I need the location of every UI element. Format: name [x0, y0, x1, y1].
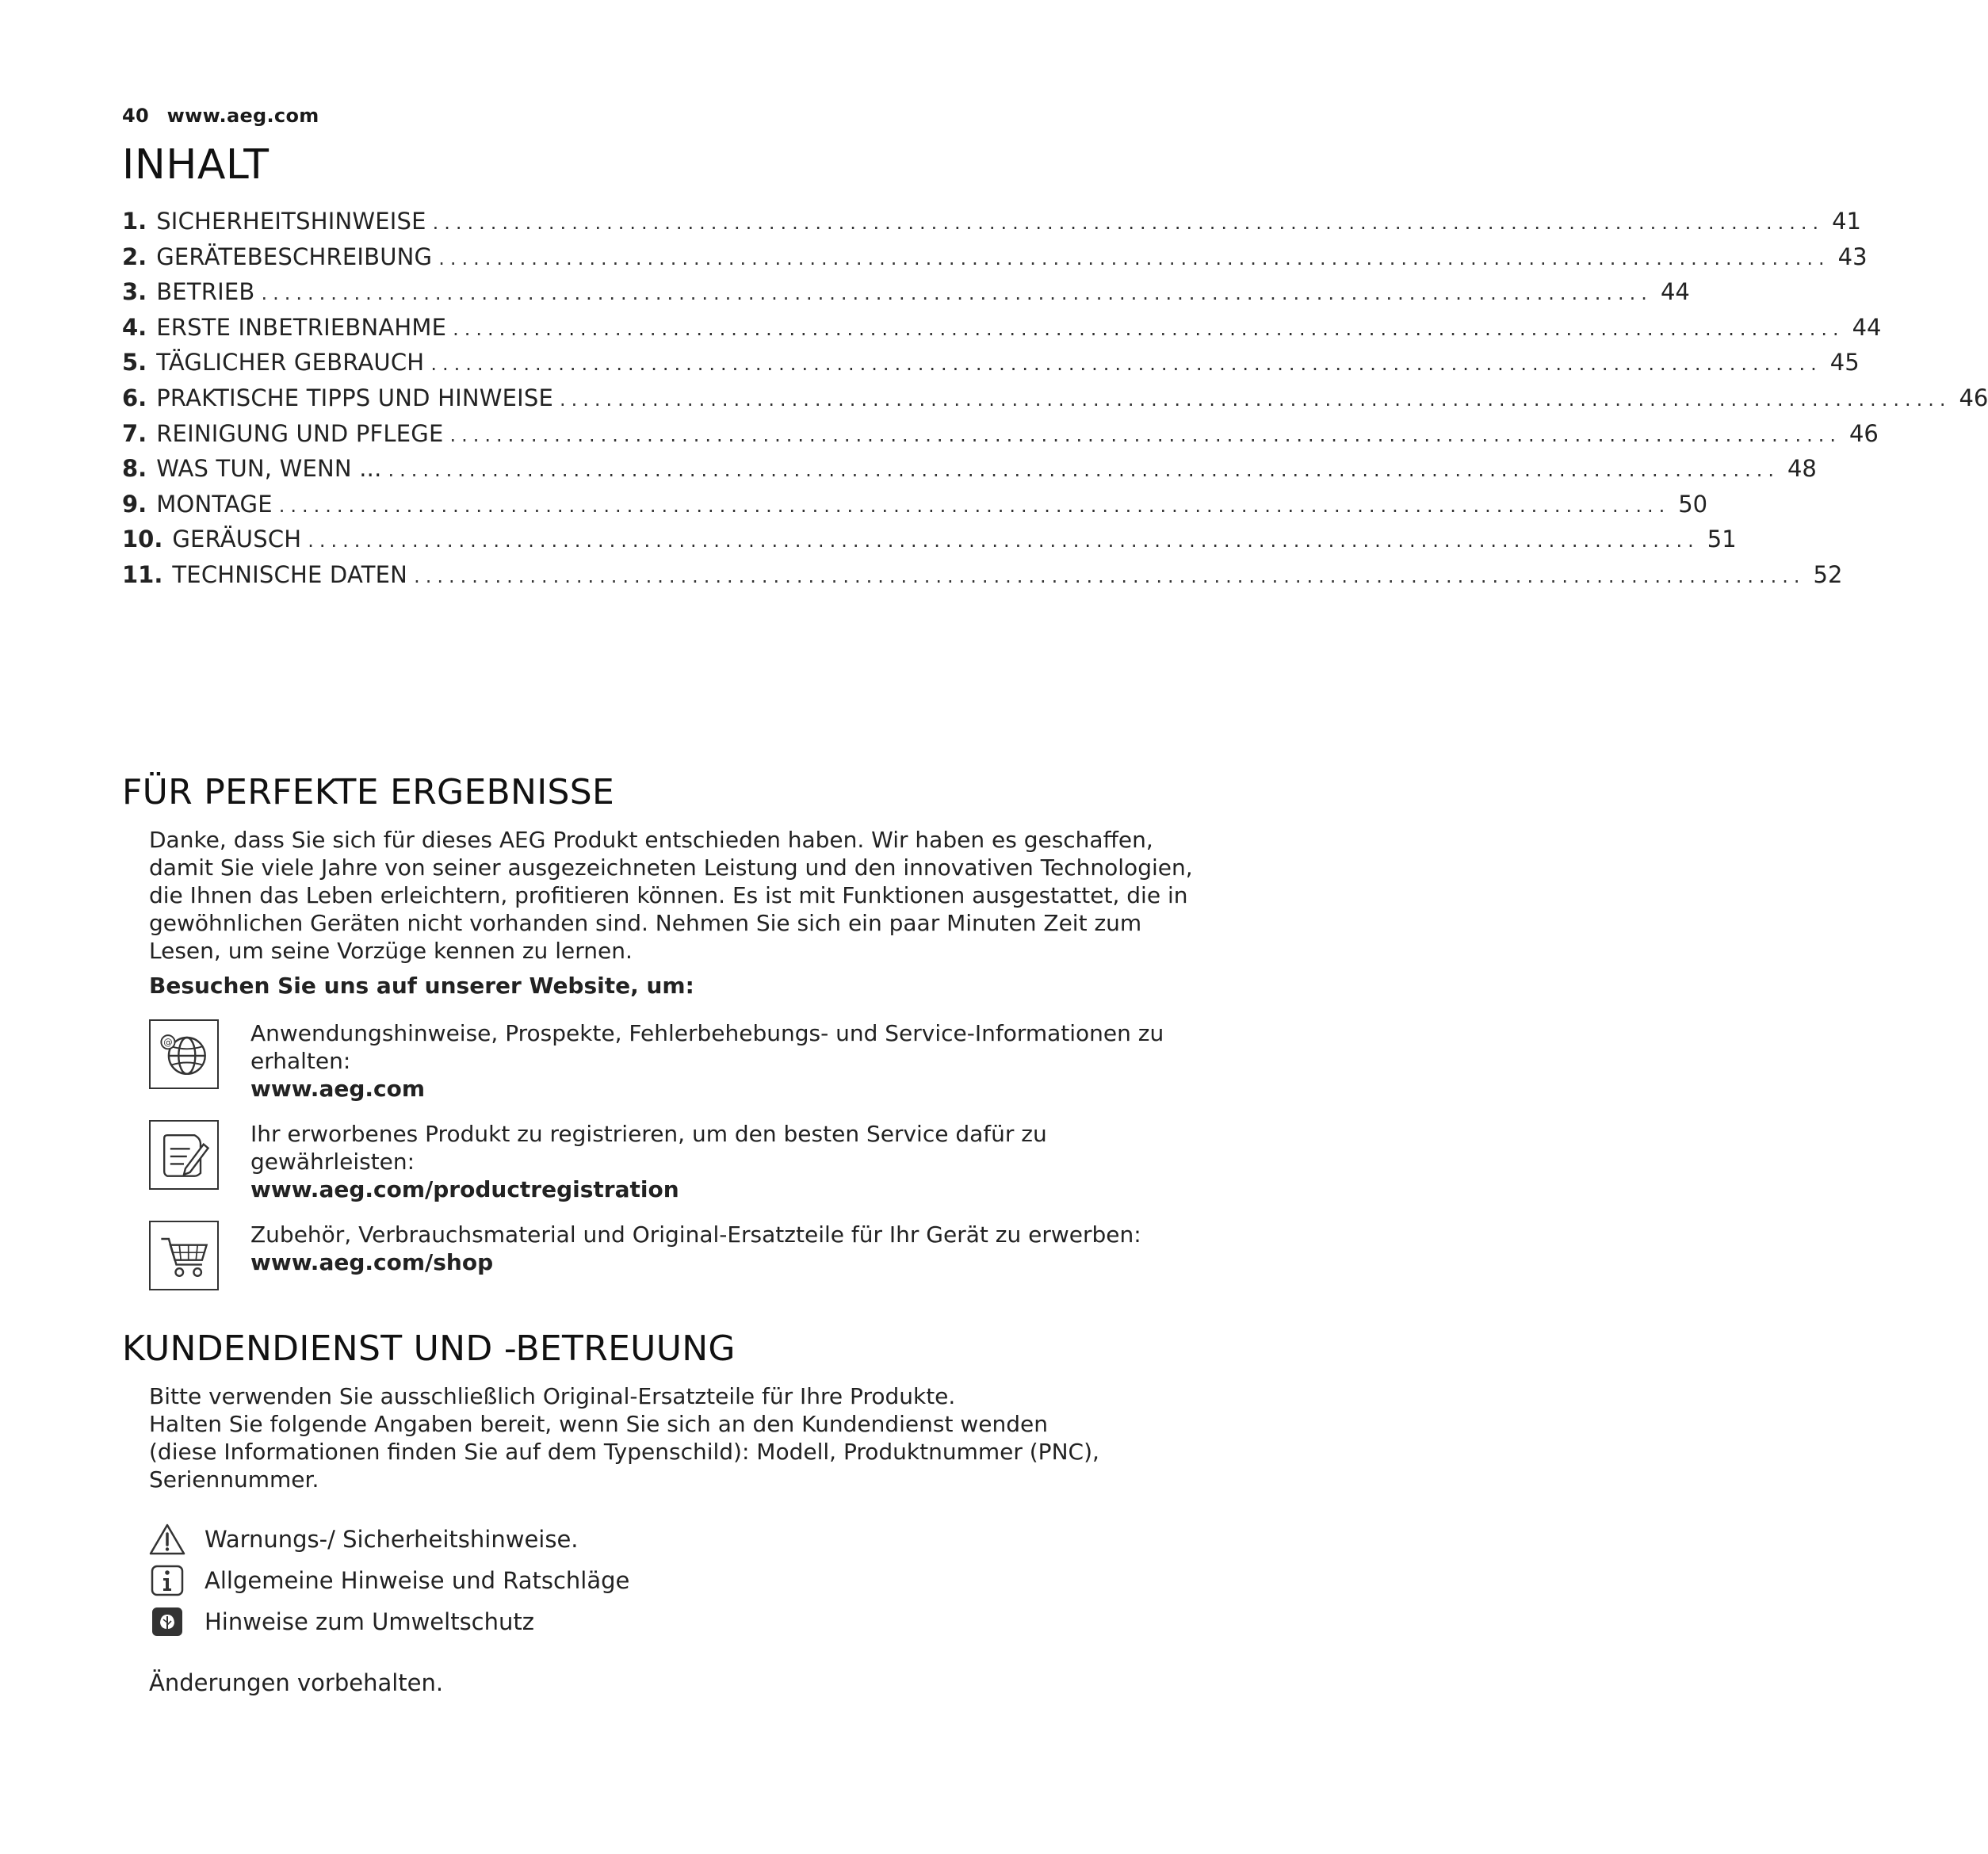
toc-leader-dots: ........................................................................................................................	[414, 564, 1806, 587]
legend-item	[149, 1560, 629, 1601]
toc-entry[interactable]	[122, 560, 1843, 597]
toc-entry-page: 50	[1678, 490, 1708, 518]
toc-entry[interactable]	[122, 419, 1879, 456]
visit-label: Besuchen Sie uns auf unserer Website, um:	[149, 973, 694, 999]
toc-entry-page: 44	[1660, 278, 1690, 306]
toc-entry-page: 41	[1832, 208, 1862, 235]
customer-service-line: Halten Sie folgende Angaben bereit, wenn Sie sich an den Kundendienst wenden	[149, 1411, 1048, 1437]
intro-line: Danke, dass Sie sich für dieses AEG Produkt entschieden haben. Wir haben es geschaffen,	[149, 827, 1153, 853]
shopping-cart-icon	[149, 1221, 219, 1290]
toc-entry-label: PRAKTISCHE TIPPS UND HINWEISE	[156, 384, 554, 411]
toc-leader-dots: ........................................................................................................................	[278, 494, 1671, 517]
website-info-line: erhalten:	[250, 1048, 351, 1074]
toc-entry[interactable]	[122, 455, 1817, 491]
legend-item	[149, 1519, 629, 1560]
intro-line: gewöhnlichen Geräten nicht vorhanden sind. Nehmen Sie sich ein paar Minuten Zeit zum	[149, 910, 1142, 936]
toc-entry-number: 4.	[122, 313, 147, 341]
registration-link[interactable]: www.aeg.com/productregistration	[250, 1176, 679, 1202]
toc-entry-label: MONTAGE	[156, 490, 273, 518]
toc-entry-label: GERÄTEBESCHREIBUNG	[156, 243, 433, 270]
page-header	[122, 105, 319, 127]
toc-entry[interactable]	[122, 490, 1708, 526]
customer-service-line: Bitte verwenden Sie ausschließlich Original-Ersatzteile für Ihre Produkte.	[149, 1383, 956, 1409]
toc-entry[interactable]	[122, 278, 1690, 314]
intro-paragraph	[149, 826, 1211, 965]
info-icon	[149, 1564, 185, 1597]
shop-link[interactable]: www.aeg.com/shop	[250, 1249, 494, 1275]
toc-entry-number: 8.	[122, 455, 147, 483]
toc-title: INHALT	[122, 141, 270, 189]
toc-entry-label: REINIGUNG UND PFLEGE	[156, 419, 444, 447]
toc-entry-page: 48	[1787, 455, 1817, 483]
register-document-icon	[149, 1120, 219, 1190]
toc-entry-number: 1.	[122, 208, 147, 235]
toc-entry-label: TECHNISCHE DATEN	[172, 560, 408, 588]
legend-label: Warnungs-/ Sicherheitshinweise.	[205, 1526, 579, 1553]
section-title-customer-service: KUNDENDIENST UND -BETREUUNG	[122, 1328, 736, 1369]
toc-leader-dots: ........................................................................................................................	[430, 353, 1822, 376]
toc-entry-number: 11.	[122, 560, 163, 588]
toc-leader-dots: ........................................................................................................................	[438, 247, 1830, 269]
registration-info-line: gewährleisten:	[250, 1149, 415, 1175]
toc-entry-label: WAS TUN, WENN ...	[156, 455, 382, 483]
toc-entry[interactable]	[122, 349, 1860, 384]
toc-entry-label: TÄGLICHER GEBRAUCH	[156, 349, 425, 377]
toc-leader-dots: ........................................................................................................................	[308, 529, 1699, 552]
toc-entry-number: 10.	[122, 526, 163, 553]
toc-leader-dots: ........................................................................................................................	[453, 317, 1845, 340]
toc-leader-dots: ........................................................................................................................	[261, 282, 1653, 305]
website-link[interactable]: www.aeg.com	[250, 1076, 426, 1102]
toc-entry-number: 6.	[122, 384, 147, 411]
toc-entry[interactable]	[122, 208, 1862, 243]
closing-note: Änderungen vorbehalten.	[149, 1669, 444, 1696]
shop-info-line: Zubehör, Verbrauchsmaterial und Original-Ersatzteile für Ihr Gerät zu erwerben:	[250, 1221, 1141, 1248]
toc-entry-page: 43	[1837, 243, 1868, 270]
shop-info-text	[250, 1221, 1218, 1276]
toc-entry-page: 44	[1852, 313, 1882, 341]
toc-entry-page: 51	[1707, 526, 1737, 553]
toc-entry-page: 45	[1829, 349, 1860, 377]
toc-entry-number: 2.	[122, 243, 147, 270]
toc-entry-label: BETRIEB	[156, 278, 255, 306]
customer-service-line: (diese Informationen finden Sie auf dem Typenschild): Modell, Produktnummer (PNC),	[149, 1439, 1099, 1465]
website-info-text	[250, 1019, 1218, 1103]
warning-triangle-icon	[149, 1523, 185, 1556]
toc-leader-dots: ........................................................................................................................	[432, 212, 1825, 234]
globe-at-icon	[149, 1019, 219, 1089]
intro-line: die Ihnen das Leben erleichtern, profitieren können. Es ist mit Funktionen ausgestattet, die in	[149, 882, 1188, 908]
toc-entry-label: SICHERHEITSHINWEISE	[156, 208, 426, 235]
toc-leader-dots: ........................................................................................................................	[560, 388, 1952, 411]
registration-info-text	[250, 1120, 1218, 1203]
toc-entry-page: 46	[1848, 419, 1879, 447]
website-info-line: Anwendungshinweise, Prospekte, Fehlerbehebungs- und Service-Informationen zu	[250, 1020, 1164, 1046]
legend-item	[149, 1601, 629, 1642]
legend-label: Hinweise zum Umweltschutz	[205, 1608, 534, 1635]
toc-entry-number: 9.	[122, 490, 147, 518]
toc-entry[interactable]	[122, 243, 1868, 279]
registration-info-line: Ihr erworbenes Produkt zu registrieren, um den besten Service dafür zu	[250, 1121, 1047, 1147]
customer-service-paragraph	[149, 1382, 1211, 1493]
page-number: 40	[122, 105, 149, 127]
legend-label: Allgemeine Hinweise und Ratschläge	[205, 1567, 630, 1594]
toc-entry[interactable]	[122, 313, 1882, 350]
toc-entry-label: ERSTE INBETRIEBNAHME	[156, 313, 447, 341]
toc-entry-page: 52	[1813, 560, 1843, 588]
toc-entry[interactable]	[122, 384, 1988, 420]
toc-leader-dots: ........................................................................................................................	[388, 459, 1780, 482]
customer-service-line: Seriennummer.	[149, 1466, 319, 1493]
toc-entry-number: 3.	[122, 278, 147, 306]
site-url[interactable]: www.aeg.com	[166, 105, 319, 127]
symbol-legend	[149, 1519, 629, 1642]
toc-leader-dots: ........................................................................................................................	[449, 423, 1841, 446]
environment-leaf-icon	[149, 1605, 185, 1638]
section-title-perfect-results: FÜR PERFEKTE ERGEBNISSE	[122, 772, 615, 812]
table-of-contents	[122, 208, 1988, 597]
toc-entry-page: 46	[1959, 384, 1988, 411]
toc-entry-label: GERÄUSCH	[172, 526, 302, 553]
intro-line: Lesen, um seine Vorzüge kennen zu lernen.	[149, 938, 633, 964]
svg-text:@: @	[163, 1036, 173, 1048]
toc-entry-number: 5.	[122, 349, 147, 377]
toc-entry-number: 7.	[122, 419, 147, 447]
intro-line: damit Sie viele Jahre von seiner ausgezeichneten Leistung und den innovativen Technologien,	[149, 854, 1193, 881]
toc-entry[interactable]	[122, 526, 1737, 561]
